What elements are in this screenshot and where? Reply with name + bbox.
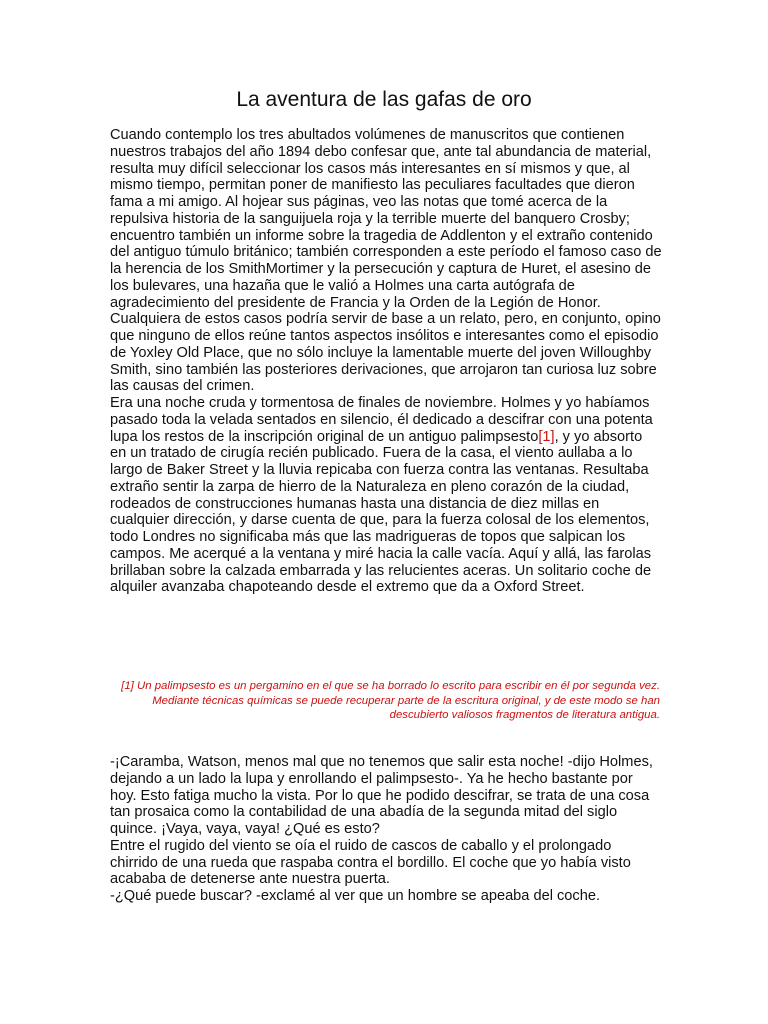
paragraph-2-start: Era una noche cruda y tormentosa de finales de noviembre. Holmes y yo habíamos pasado toda la velada sentados en silencio, él dedicado a descifrar con una potenta lupa los restos de la inscripción original de un antiguo palimpsesto — [110, 395, 653, 445]
paragraph-2-end: , y yo absorto en un tratado de cirugía recién publicado. Fuera de la casa, el viento aullaba a lo largo de Baker Street y la lluvia repicaba con fuerza contra las ventanas. Resultaba extraño sentir la zarpa de hierro de la Naturaleza en pleno corazón de la ciudad, rodeados de construcciones humanas hasta una distancia de diez millas en cualquier dirección, y darse cuenta de que, para la fuerza colosal de los elementos, todo Londres no significaba más que las madrigueras de topos que salpican los campos. Me acerqué a la ventana y miré hacia la calle vacía. Aquí y allá, las farolas brillaban sobre la calzada embarrada y las relucientes aceras. Un solitario coche de alquiler avanzaba chapoteando desde el extremo que da a Oxford Street. — [110, 428, 652, 596]
paragraph-3: -¡Caramba, Watson, menos mal que no tenemos que salir esta noche! -dijo Holmes, dejando a un lado la lupa y enrollando el palimpsesto-. Ya he hecho bastante por hoy. Esto fatiga mucho la vista. Por lo que he podido descifrar, se trata de una cosa tan prosaica como la contabilidad de una abadía de la segunda mitad del siglo quince. ¡Vaya, vaya, vaya! ¿Qué es esto? — [110, 754, 653, 837]
document-title: La aventura de las gafas de oro — [236, 88, 532, 111]
paragraph-2 — [110, 395, 662, 596]
main-text-block — [110, 127, 662, 596]
paragraph-1: Cuando contemplo los tres abultados volúmenes de manuscritos que contienen nuestros trabajos del año 1894 debo confesar que, ante tal abundancia de material, resulta muy difícil seleccionar los casos más interesantes en sí mismos y que, al mismo tiempo, permitan poner de manifiesto las peculiares facultades que dieron fama a mi amigo. Al hojear sus páginas, veo las notas que tomé acerca de la repulsiva historia de la sanguijuela roja y la terrible muerte del banquero Crosby; encuentro también un informe sobre la tragedia de Addlenton y el extraño contenido del antiguo túmulo británico; también corresponden a este período el famoso caso de la herencia de los SmithMortimer y la persecución y captura de Huret, el asesino de los bulevares, una hazaña que le valió a Holmes una carta autógrafa de agradecimiento del presidente de Francia y la Orden de la Legión de Honor. Cualquiera de estos casos podría servir de base a un relato, pero, en conjunto, opino que ninguno de ellos reúne tantos aspectos insólitos e interesantes como el episodio de Yoxley Old Place, que no sólo incluye la lamentable muerte del joven Willoughby Smith, sino también las posteriores derivaciones, que arrojaron tan curiosa luz sobre las causas del crimen. — [110, 127, 662, 395]
footnote-reference-link[interactable]: [1] — [538, 428, 555, 445]
footnote: [1] Un palimpsesto es un pergamino en el que se ha borrado lo escrito para escribir en él por segunda vez. Mediante técnicas químicas se puede recuperar parte de la escritura original, y de este modo se han descubierto valiosos fragmentos de literatura antigua. — [121, 680, 660, 721]
dialogue-text-block — [110, 754, 662, 905]
paragraph-5: -¿Qué puede buscar? -exclamé al ver que un hombre se apeaba del coche. — [110, 888, 600, 904]
paragraph-4: Entre el rugido del viento se oía el ruido de cascos de caballo y el prolongado chirrido de una rueda que raspaba contra el bordillo. El coche que yo había visto acababa de detenerse ante nuestra puerta. — [110, 837, 631, 888]
